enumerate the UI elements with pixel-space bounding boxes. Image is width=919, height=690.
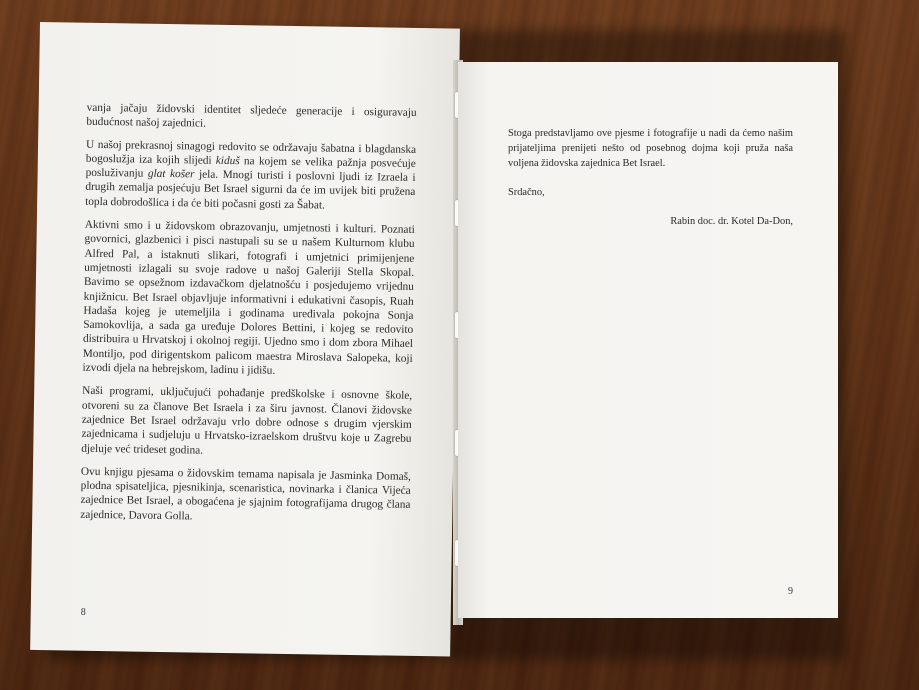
right-page — [458, 62, 838, 618]
paragraph-3: Aktivni smo i u židovskom obrazovanju, umjetnosti i kulturi. Poznati govornici, glazbenici i pisci nastupali su se u našem Kulturnom klubu Alfred Pal, a istaknuti slikari, fotografi i umjetnici primijenjene umjetnosti izlagali su svoje radove u našoj Galeriji Stella Skopal. Bavimo se opsežnom izdavačkom djelatnošću i posjedujemo vrijednu knjižnicu. Bet Israel objavljuje informativni i edukativni časopis, Ruah Hadaša kojeg je utemeljila i godinama uređivala pokojna Sonja Samokovlija, a sada ga uređuje Dolores Bettini, i kojeg se redovito distribuira u Hrvatskoj i okolnoj regiji. Ujedno smo i dom zbora Mihael Montiljo, pod dirigentskom palicom maestra Miroslava Salopeka, koji izvodi djela na hebrejskom, ladinu i jidišu. — [82, 218, 415, 377]
paragraph-4: Naši programi, uključujući pohađanje predškolske i osnovne škole, otvoreni su za članove Bet Israela i za širu javnost. Članovi židovske zajednice Bet Israel održavaju vrlo dobre odnose s drugim vjerskim zajednicama i sudjeluju u Hrvatsko-izraelskom društvu koje u Zagrebu djeluje već trideset godina. — [81, 385, 413, 457]
paragraph-2-part-a: U našoj prekrasnoj sinagogi redovito se održavaju šabatna i blagdanska bogoslužja iza kojih slijedi — [85, 138, 417, 167]
right-page-text — [508, 126, 793, 214]
page-number-left: 8 — [80, 606, 86, 618]
italic-term-glat-koser: glat košer — [147, 167, 195, 181]
closing-salutation: Srdačno, — [508, 187, 545, 198]
left-page — [30, 22, 460, 657]
signature-line: Rabin doc. dr. Kotel Da-Don, — [670, 216, 793, 227]
left-page-text — [80, 101, 417, 536]
paragraph-2-part-b: na kojem se velika pažnja posvećuje posluživanju — [85, 155, 416, 180]
paragraph-2 — [85, 137, 416, 214]
paragraph-1: vanja jačaju židovski identitet sljedeće generacije i osiguravaju budućnost našoj zajednici. — [86, 101, 417, 130]
page-number-right: 9 — [788, 586, 793, 597]
italic-term-kidus: kiduš — [215, 154, 240, 168]
paragraph-2-part-c: jela. Mnogi turisti i poslovni ljudi iz Izraela i drugih zemalja posjećuju Bet Israel sigurni da će im uvijek biti pružena topla dobrodošlica i da će biti počasni gosti za Šabat. — [85, 168, 416, 212]
paragraph-5: Ovu knjigu pjesama o židovskim temama napisala je Jasminka Domaš, plodna spisateljica, pjesnikinja, scenaristica, novinarka i članica Vijeća zajednice Bet Israel, a obogaćena je sjajnim fotografijama drugog člana zajednice, Davora Golla. — [80, 465, 411, 523]
closing-paragraph: Stoga predstavljamo ove pjesme i fotografije u nadi da ćemo našim prijateljima prenijeti nešto od posebnog dojma koji pruža naša voljena židovska zajednica Bet Israel. — [508, 128, 793, 169]
